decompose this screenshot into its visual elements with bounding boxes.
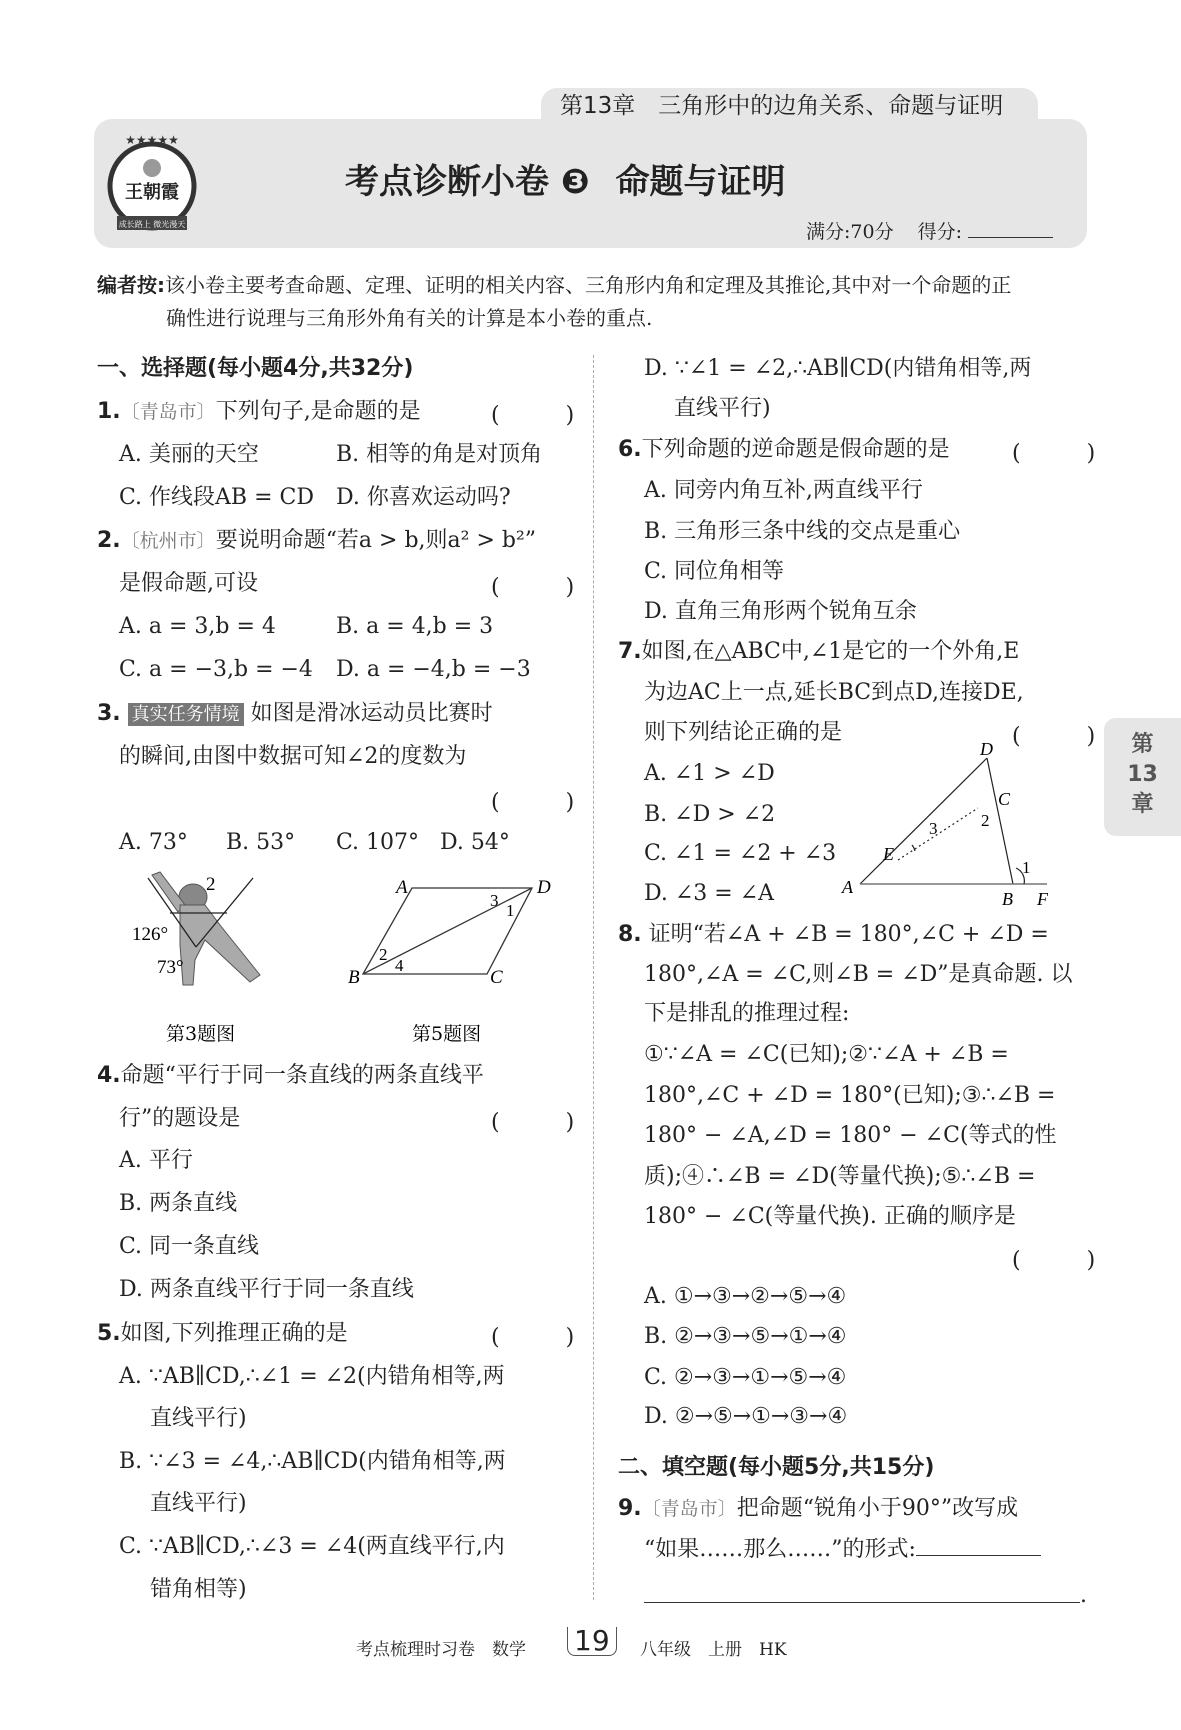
q9-stem: 9.〔青岛市〕把命题“锐角小于90°”改写成 <box>618 1496 1019 1521</box>
q5-option-b: B. ∵∠3 = ∠4,∴AB∥CD(内错角相等,两 <box>119 1449 506 1474</box>
footer-grade: 八年级 上册 HK <box>640 1640 787 1660</box>
title-number: ❸ <box>560 162 590 202</box>
fig3-label-73: 73° <box>157 957 184 978</box>
fig5-label-3: 3 <box>490 891 499 910</box>
q9-stem-2: “如果……那么……”的形式: <box>644 1536 1041 1564</box>
fig7-label-a: A <box>842 877 853 897</box>
q5-stem: 5.如图,下列推理正确的是 <box>97 1321 348 1346</box>
q1-option-b: B. 相等的角是对顶角 <box>336 442 543 467</box>
q4-option-b: B. 两条直线 <box>119 1191 238 1216</box>
q6-option-a: A. 同旁内角互补,两直线平行 <box>644 478 923 503</box>
q4-option-c: C. 同一条直线 <box>119 1234 260 1259</box>
q1-stem: 1.〔青岛市〕下列句子,是命题的是 <box>97 399 421 424</box>
q7-stem: 7.如图,在△ABC中,∠1是它的一个外角,E <box>618 639 1020 664</box>
q7-option-a: A. ∠1 > ∠D <box>644 761 775 786</box>
q8-answer-paren[interactable]: ( ) <box>1012 1248 1096 1273</box>
q3-option-a: A. 73° <box>119 830 188 855</box>
q2-option-b: B. a = 4,b = 3 <box>336 614 494 639</box>
fig7-label-b: B <box>1002 889 1013 909</box>
q7-stem-2: 为边AC上一点,延长BC到点D,连接DE, <box>644 680 1024 705</box>
figure-q7-triangle <box>830 735 1070 915</box>
fig5-label-4: 4 <box>395 956 404 975</box>
q3-option-b: B. 53° <box>226 830 296 855</box>
fig3-label-126: 126° <box>132 924 169 945</box>
q6-answer-paren[interactable]: ( ) <box>1012 441 1096 466</box>
q9-answer-blank-2[interactable] <box>644 1602 1080 1603</box>
q9-answer-blank[interactable] <box>916 1555 1041 1556</box>
title-prefix: 考点诊断小卷 <box>345 162 549 202</box>
q2-option-a: A. a = 3,b = 4 <box>119 614 276 639</box>
q3-option-d: D. 54° <box>440 830 510 855</box>
section-heading-fill: 二、填空题(每小题5分,共15分) <box>618 1455 935 1480</box>
q8-option-c: C. ②→③→①→⑤→④ <box>644 1365 847 1390</box>
q5-option-b-cont: 直线平行) <box>150 1491 247 1516</box>
q4-answer-paren[interactable]: ( ) <box>491 1110 575 1135</box>
footer-series: 考点梳理时习卷 数学 <box>356 1640 526 1660</box>
editor-note-text2: 确性进行说理与三角形外角有关的计算是本小卷的重点. <box>166 306 653 330</box>
q8-option-b: B. ②→③→⑤→①→④ <box>644 1324 847 1349</box>
section-heading-choice: 一、选择题(每小题4分,共32分) <box>97 356 414 381</box>
q8-line: 180° − ∠C(等量代换). 正确的顺序是 <box>644 1204 1016 1229</box>
q2-option-c: C. a = −3,b = −4 <box>119 657 313 682</box>
fig3-label-2: 2 <box>206 874 216 895</box>
q5-answer-paren[interactable]: ( ) <box>491 1325 575 1350</box>
fig7-label-d: D <box>980 739 993 759</box>
q8-line: 180°,∠C + ∠D = 180°(已知);③∴∠B = <box>644 1083 1056 1108</box>
q4-stem: 4.命题“平行于同一条直线的两条直线平 <box>97 1063 484 1088</box>
q6-option-c: C. 同位角相等 <box>644 559 785 584</box>
q2-stem: 2.〔杭州市〕要说明命题“若a > b,则a² > b²” <box>97 528 537 553</box>
q7-stem-3: 则下列结论正确的是 <box>644 720 843 745</box>
q2-answer-paren[interactable]: ( ) <box>491 575 575 600</box>
fig7-label-1: 1 <box>1022 858 1031 877</box>
fig7-label-2: 2 <box>981 811 990 830</box>
side-tab-line2: 13 <box>1127 762 1158 787</box>
fig5-label-1: 1 <box>506 901 515 920</box>
q3-stem-2: 的瞬间,由图中数据可知∠2的度数为 <box>119 744 467 769</box>
title-main: 命题与证明 <box>615 162 786 202</box>
fig7-label-3: 3 <box>929 819 938 838</box>
q4-stem-2: 行”的题设是 <box>119 1106 241 1131</box>
q8-line: 180°,∠A = ∠C,则∠B = ∠D”是真命题. 以 <box>644 962 1073 987</box>
fig7-label-c: C <box>998 789 1011 809</box>
q2-option-d: D. a = −4,b = −3 <box>336 657 531 682</box>
q8-line: 180° − ∠A,∠D = 180° − ∠C(等式的性 <box>644 1123 1057 1148</box>
page-number: 19 <box>567 1627 617 1656</box>
q3-stem: 3. 真实任务情境 如图是滑冰运动员比赛时 <box>97 701 493 726</box>
q1-option-a: A. 美丽的天空 <box>119 442 259 467</box>
side-tab-line1: 第 <box>1131 732 1154 757</box>
q7-option-d: D. ∠3 = ∠A <box>644 881 775 906</box>
task-context-tag: 真实任务情境 <box>128 703 244 726</box>
q5-option-c: C. ∵AB∥CD,∴∠3 = ∠4(两直线平行,内 <box>119 1534 505 1559</box>
fig7-label-e: E <box>883 844 894 864</box>
q8-stem: 8. 证明“若∠A + ∠B = 180°,∠C + ∠D = <box>618 922 1049 947</box>
q6-stem: 6.下列命题的逆命题是假命题的是 <box>618 437 950 462</box>
editor-note-label: 编者按: <box>97 273 165 297</box>
figure-q3-skater <box>0 0 600 1050</box>
chapter-side-tab <box>1104 718 1181 836</box>
q5-option-d-cont: 直线平行) <box>674 396 771 421</box>
q3-answer-paren[interactable]: ( ) <box>491 790 575 815</box>
q8-line: 下是排乱的推理过程: <box>644 1001 850 1026</box>
q9-end-period: . <box>1080 1583 1087 1608</box>
fig7-label-f: F <box>1037 889 1048 909</box>
side-tab-line3: 章 <box>1131 792 1154 817</box>
q4-option-d: D. 两条直线平行于同一条直线 <box>119 1277 414 1302</box>
score-line <box>806 218 1053 246</box>
q2-stem-2: 是假命题,可设 <box>119 571 258 596</box>
q5-option-c-cont: 错角相等) <box>150 1577 247 1602</box>
q6-option-b: B. 三角形三条中线的交点是重心 <box>644 519 961 544</box>
q5-option-a-cont: 直线平行) <box>150 1406 247 1431</box>
fig5-label-2: 2 <box>379 945 388 964</box>
fig5-label-a: A <box>396 877 408 898</box>
score-blank[interactable] <box>968 237 1053 238</box>
q7-option-c: C. ∠1 = ∠2 + ∠3 <box>644 841 837 866</box>
svg-text:★★★★★: ★★★★★ <box>125 133 179 147</box>
q5-option-a: A. ∵AB∥CD,∴∠1 = ∠2(内错角相等,两 <box>119 1364 505 1389</box>
editor-note-text1: 该小卷主要考查命题、定理、证明的相关内容、三角形内角和定理及其推论,其中对一个命题的正 <box>165 273 1012 297</box>
svg-text:成长路上 微光漫天: 成长路上 微光漫天 <box>118 220 186 229</box>
fig3-caption: 第3题图 <box>166 1023 236 1045</box>
svg-text:王朝霞: 王朝霞 <box>125 182 179 203</box>
q3-option-c: C. 107° <box>336 830 420 855</box>
q1-option-d: D. 你喜欢运动吗? <box>336 485 511 510</box>
score-label: 得分: <box>917 221 963 243</box>
q4-option-a: A. 平行 <box>119 1148 193 1173</box>
fig5-label-b: B <box>348 967 360 988</box>
fig5-label-d: D <box>537 877 551 898</box>
q5-option-d: D. ∵∠1 = ∠2,∴AB∥CD(内错角相等,两 <box>644 356 1032 381</box>
q7-option-b: B. ∠D > ∠2 <box>644 802 776 827</box>
q8-line: 质);④∴∠B = ∠D(等量代换);⑤∴∠B = <box>644 1164 1036 1189</box>
q6-option-d: D. 直角三角形两个锐角互余 <box>644 599 917 624</box>
chapter-title: 第13章 三角形中的边角关系、命题与证明 <box>560 93 1004 119</box>
q1-option-c: C. 作线段AB = CD <box>119 485 314 510</box>
q8-option-d: D. ②→⑤→①→③→④ <box>644 1404 848 1429</box>
q8-line: ①∵∠A = ∠C(已知);②∵∠A + ∠B = <box>644 1042 1009 1067</box>
full-score: 满分:70分 <box>806 221 894 243</box>
q8-option-a: A. ①→③→②→⑤→④ <box>644 1284 847 1309</box>
fig5-caption: 第5题图 <box>412 1023 482 1045</box>
fig5-label-c: C <box>490 967 503 988</box>
q7-answer-paren[interactable]: ( ) <box>1012 724 1096 749</box>
q1-answer-paren[interactable]: ( ) <box>491 403 575 428</box>
